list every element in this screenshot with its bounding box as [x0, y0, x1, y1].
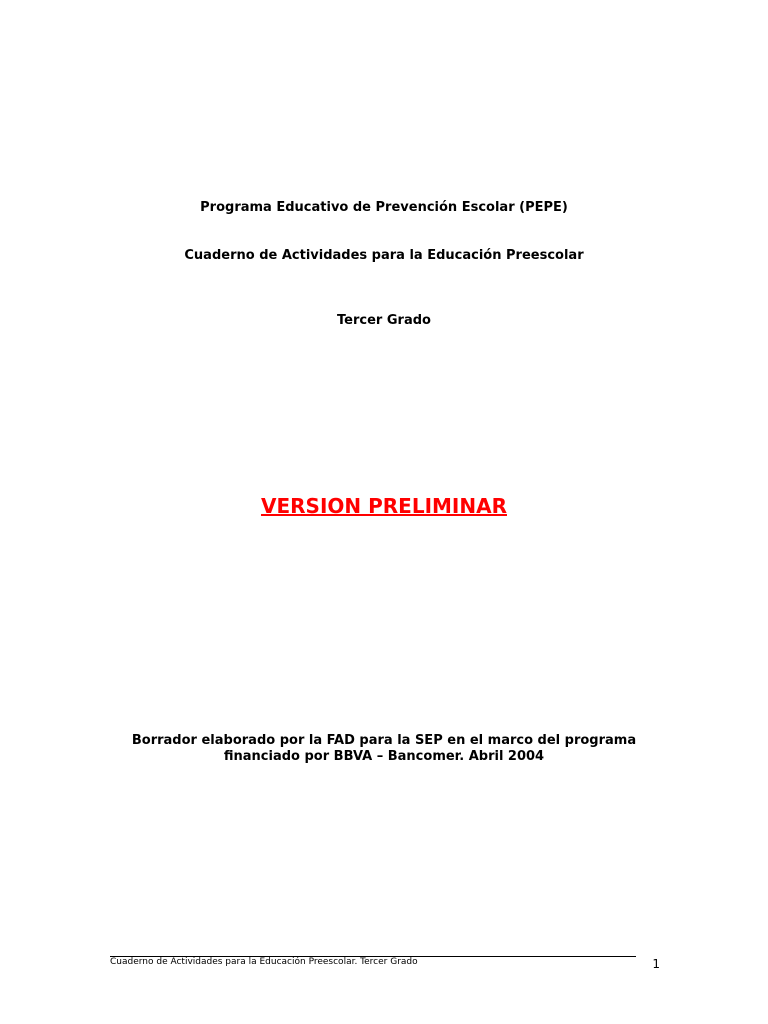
notebook-title: Cuaderno de Actividades para la Educación Preescolar [184, 248, 584, 263]
grade-label: Tercer Grado [337, 313, 431, 328]
page-number: 1 [652, 957, 660, 971]
draft-note-line-2: financiado por BBVA – Bancomer. Abril 2004 [223, 749, 545, 764]
draft-note [84, 733, 684, 765]
version-label: VERSION PRELIMINAR [261, 494, 507, 518]
program-title: Programa Educativo de Prevención Escolar (PEPE) [200, 200, 568, 215]
footer-text: Cuaderno de Actividades para la Educación Preescolar. Tercer Grado [110, 957, 418, 967]
draft-note-line-1: Borrador elaborado por la FAD para la SEP en el marco del programa [131, 733, 637, 748]
